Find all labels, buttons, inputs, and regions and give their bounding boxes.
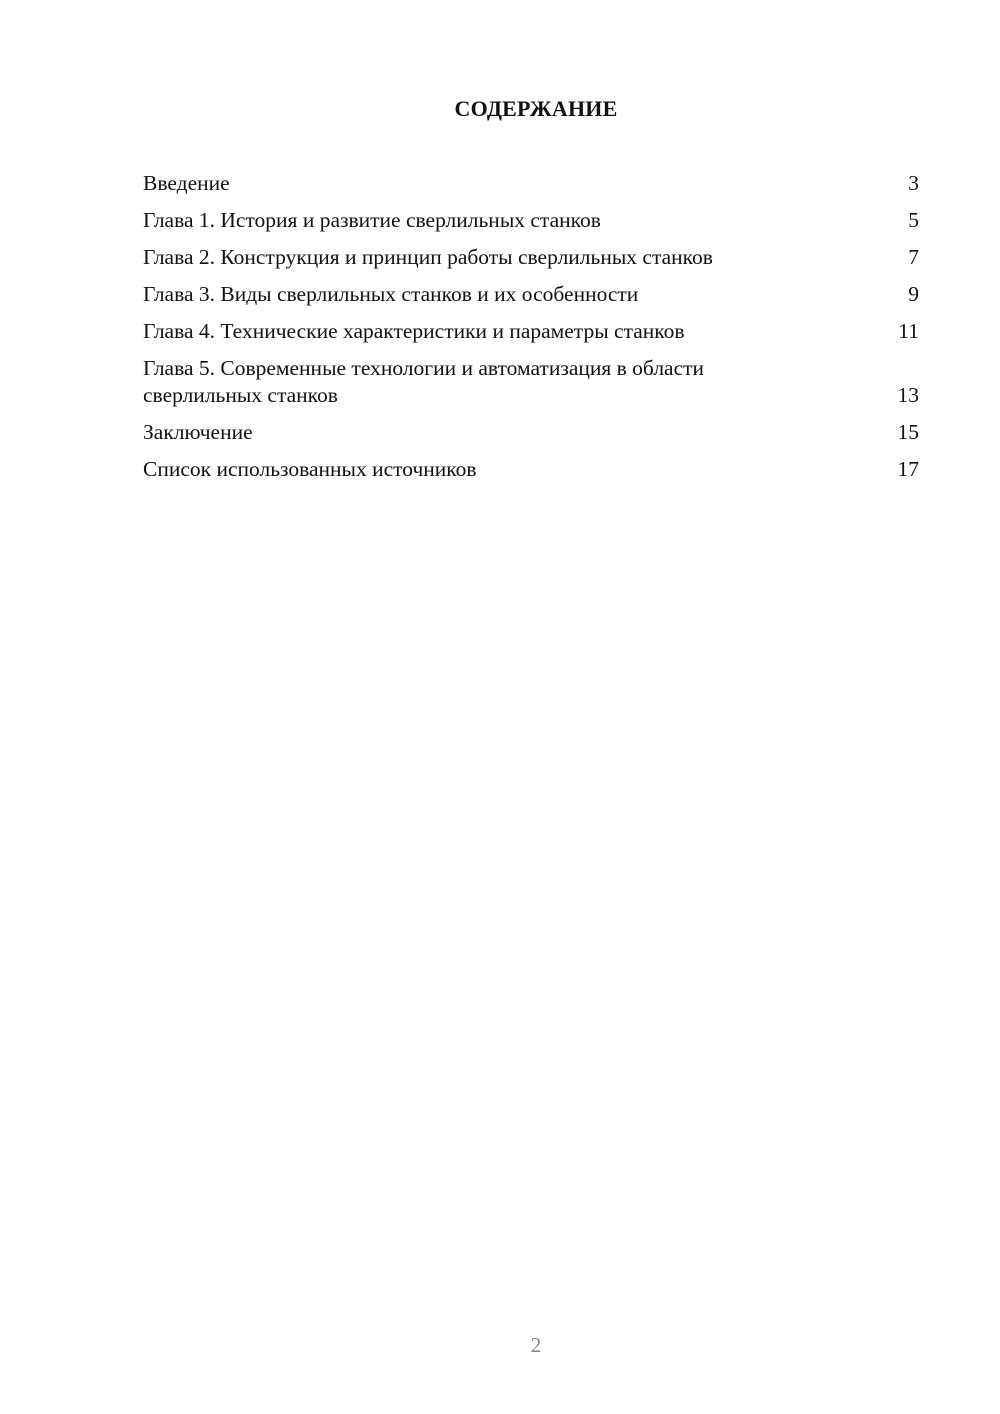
- toc-entry-page: 9: [908, 282, 919, 306]
- toc-entry-page: 17: [897, 457, 919, 481]
- toc-entry-title: Глава 2. Конструкция и принцип работы сверлильных станков: [143, 245, 713, 269]
- toc-entry-page: 5: [908, 208, 919, 232]
- toc-entry-title: Введение: [143, 171, 230, 195]
- toc-entry-page: 11: [898, 319, 919, 343]
- toc-entry-page: 3: [908, 171, 919, 195]
- toc-entry-title: Глава 5. Современные технологии и автоматизация в области сверлильных станков: [143, 356, 705, 407]
- toc-heading: СОДЕРЖАНИЕ: [454, 96, 618, 121]
- toc-entry-title: Глава 1. История и развитие сверлильных станков: [143, 208, 601, 232]
- toc-entry-title: Список использованных источников: [143, 457, 477, 481]
- toc-entry-chapter-1: [143, 207, 919, 234]
- toc-entry-chapter-3: [143, 281, 919, 308]
- toc-entry-title: Глава 4. Технические характеристики и параметры станков: [143, 319, 685, 343]
- page-number: 2: [530, 1333, 542, 1357]
- toc-entry-title: Заключение: [143, 420, 253, 444]
- toc-entry-page: 7: [908, 245, 919, 269]
- toc-entry-introduction: [143, 170, 919, 197]
- toc-entry-chapter-5: [143, 355, 919, 409]
- toc-entry-page: 13: [897, 383, 919, 407]
- toc-entry-references: [143, 456, 919, 483]
- table-of-contents: [143, 170, 919, 493]
- toc-entry-chapter-4: [143, 318, 919, 345]
- toc-entry-page: 15: [897, 420, 919, 444]
- toc-entry-conclusion: [143, 419, 919, 446]
- toc-entry-title: Глава 3. Виды сверлильных станков и их особенности: [143, 282, 639, 306]
- toc-entry-chapter-2: [143, 244, 919, 271]
